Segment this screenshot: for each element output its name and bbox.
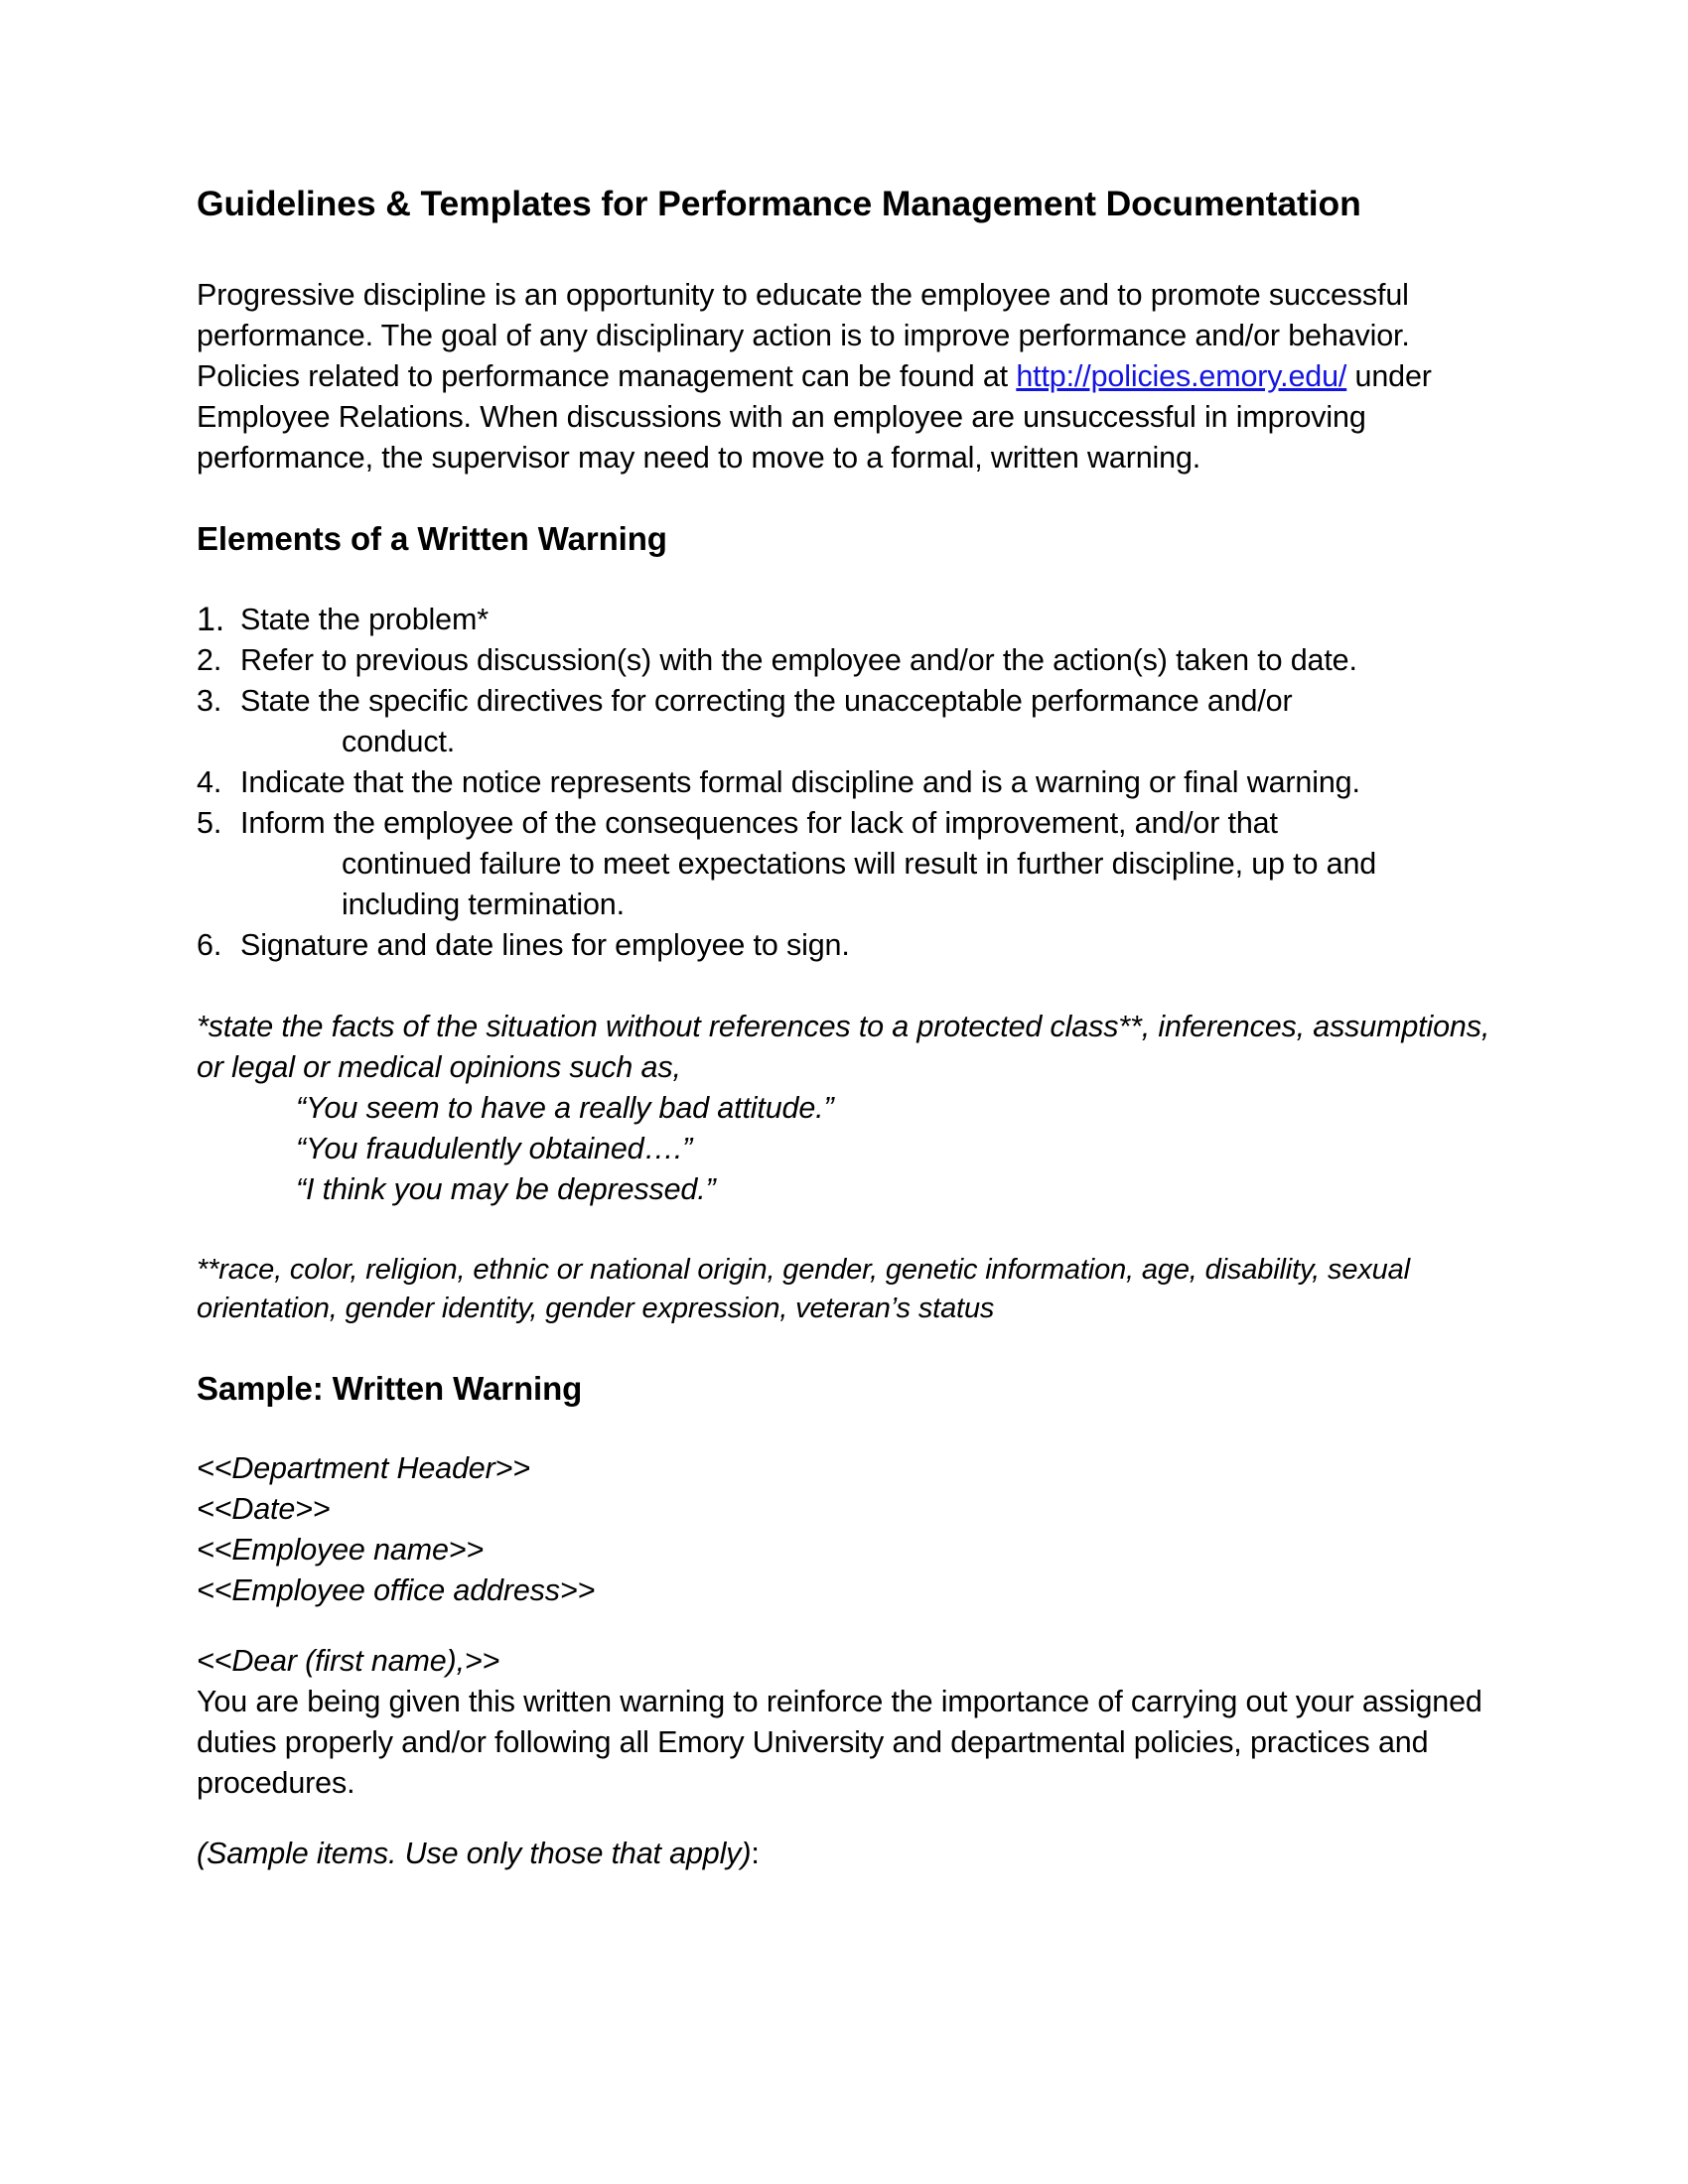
list-item-number: 2. (197, 642, 222, 677)
intro-paragraph (197, 275, 1492, 478)
double-asterisk-note: **race, color, religion, ethnic or national origin, gender, genetic information, age, disability, sexual orientation, gender identity, gender expression, veteran’s status (197, 1253, 1410, 1324)
single-asterisk-note (197, 1007, 1492, 1210)
list-item-text: State the problem* (240, 602, 489, 636)
spacer (197, 478, 1492, 519)
template-line-date: <<Date>> (197, 1492, 331, 1527)
list-item-number: 5. (197, 805, 222, 840)
template-line-salutation: <<Dear (first name),>> (197, 1644, 500, 1679)
list-item-number: 3. (197, 683, 222, 718)
template-line-department-header: <<Department Header>> (197, 1451, 530, 1486)
spacer (197, 1210, 1492, 1251)
list-item-text: Inform the employee of the consequences for lack of improvement, and/or that (240, 805, 1278, 840)
list-item (197, 640, 1492, 681)
template-line-employee-office-address: <<Employee office address>> (197, 1573, 596, 1608)
example-quote-3: “I think you may be depressed.” (296, 1171, 716, 1206)
sample-items-note (197, 1834, 1492, 1874)
list-item-text: State the specific directives for correcting the unacceptable performance and/or (240, 683, 1293, 718)
intro-text-before-link: Progressive discipline is an opportunity to educate the employee and to promote successful performance. The goal of any disciplinary action is to improve performance and/or behavior. Policies related to performance management can be found at (197, 277, 1410, 393)
list-item (197, 681, 1492, 762)
heading-elements-of-written-warning: Elements of a Written Warning (197, 519, 667, 557)
list-item-number: 1. (197, 600, 225, 638)
list-item (197, 600, 1492, 640)
spacer (197, 1611, 1492, 1641)
spacer (197, 1408, 1492, 1448)
spacer (197, 559, 1492, 600)
sample-items-note-italic: (Sample items. Use only those that apply) (197, 1837, 752, 1871)
heading-sample-written-warning: Sample: Written Warning (197, 1369, 583, 1407)
list-item-number: 4. (197, 764, 222, 799)
page-title: Guidelines & Templates for Performance Management Documentation (197, 184, 1361, 223)
policies-emory-link[interactable]: http://policies.emory.edu/ (1016, 358, 1347, 393)
list-item-text: Refer to previous discussion(s) with the employee and/or the action(s) taken to date. (240, 642, 1357, 677)
list-item-number: 6. (197, 927, 222, 962)
single-asterisk-note-lead: *state the facts of the situation without references to a protected class**, inferences, assumptions, or legal or medical opinions such as, (197, 1009, 1490, 1084)
sample-body-paragraph: You are being given this written warning to reinforce the importance of carrying out your assigned duties properly and/or following all Emory University and departmental policies, practices and procedures. (197, 1685, 1482, 1801)
list-item-text: Signature and date lines for employee to sign. (240, 927, 850, 962)
intro-text-after-link: under Employee Relations. When discussions with an employee are unsuccessful in improving performance, the supervisor may need to move to a formal, written warning. (197, 358, 1432, 475)
document-body (197, 184, 1492, 1875)
template-line-employee-name: <<Employee name>> (197, 1533, 485, 1568)
sample-items-note-colon: : (751, 1837, 760, 1871)
list-item-continuation: conduct. (342, 724, 456, 758)
spacer (197, 1804, 1492, 1834)
elements-list (197, 600, 1492, 966)
spacer (197, 966, 1492, 1007)
list-item (197, 762, 1492, 803)
list-item-text: Indicate that the notice represents formal discipline and is a warning or final warning. (240, 764, 1360, 799)
spacer (197, 1328, 1492, 1369)
example-quote-2: “You fraudulently obtained….” (296, 1131, 693, 1165)
list-item (197, 803, 1492, 925)
list-item-continuation: continued failure to meet expectations will result in further discipline, up to and including termination. (342, 846, 1377, 921)
example-quote-1: “You seem to have a really bad attitude.” (296, 1090, 834, 1125)
list-item (197, 925, 1492, 966)
template-placeholder-block (197, 1448, 1492, 1611)
spacer (197, 225, 1492, 275)
